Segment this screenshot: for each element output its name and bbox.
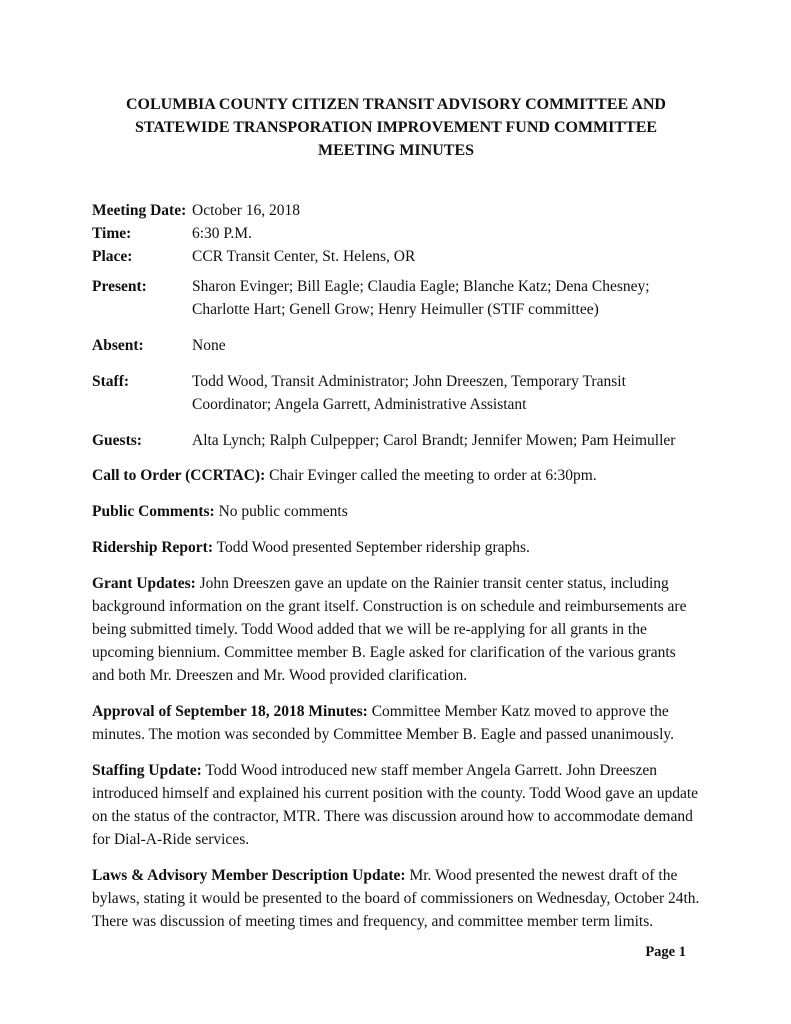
call-to-order-heading: Call to Order (CCRTAC):	[92, 467, 266, 484]
staff-label: Staff:	[92, 373, 130, 390]
place-value: CCR Transit Center, St. Helens, OR	[192, 248, 416, 265]
present-label: Present:	[92, 278, 147, 295]
paragraph-call-to-order	[92, 464, 700, 487]
paragraph-staffing-update	[92, 759, 700, 851]
document-title	[92, 93, 700, 162]
detail-row-present	[92, 275, 700, 321]
staffing-update-heading: Staffing Update:	[92, 762, 202, 779]
minutes-body	[92, 464, 700, 933]
public-comments-heading: Public Comments:	[92, 503, 215, 520]
call-to-order-text: Chair Evinger called the meeting to order at 6:30pm.	[265, 467, 597, 484]
meeting-date-label: Meeting Date:	[92, 202, 187, 219]
meeting-details	[92, 199, 700, 452]
laws-advisory-heading: Laws & Advisory Member Description Update:	[92, 867, 406, 884]
title-line-1: COLUMBIA COUNTY CITIZEN TRANSIT ADVISORY COMMITTEE AND	[126, 96, 666, 113]
laws-advisory-text: Mr. Wood presented the newest draft of the bylaws, stating it would be presented to the board of commissioners on Wednesday, October 24th. There was discussion of meeting times and frequency, and committee member term limits.	[92, 867, 700, 930]
paragraph-public-comments	[92, 500, 700, 523]
staffing-update-text: Todd Wood introduced new staff member Angela Garrett. John Dreeszen introduced himself and explained his current position with the county. Todd Wood gave an update on the status of the contractor, MTR. There was discussion around how to accommodate demand for Dial-A-Ride services.	[92, 762, 699, 848]
paragraph-minutes-approval	[92, 700, 700, 746]
absent-label: Absent:	[92, 337, 144, 354]
grant-updates-heading: Grant Updates:	[92, 575, 196, 592]
minutes-approval-heading: Approval of September 18, 2018 Minutes:	[92, 703, 368, 720]
minutes-approval-text: Committee Member Katz moved to approve the minutes. The motion was seconded by Committee Member B. Eagle and passed unanimously.	[92, 703, 675, 743]
detail-row-absent	[92, 334, 700, 357]
place-label: Place:	[92, 248, 133, 265]
public-comments-text: No public comments	[214, 503, 348, 520]
meeting-date-value: October 16, 2018	[192, 202, 301, 219]
detail-row-guests	[92, 429, 700, 452]
detail-row-meeting-date	[92, 199, 700, 222]
staff-value: Todd Wood, Transit Administrator; John Dreeszen, Temporary Transit Coordinator; Angela Garrett, Administrative Assistant	[192, 373, 626, 413]
grant-updates-text: John Dreeszen gave an update on the Rainier transit center status, including background information on the grant itself. Construction is on schedule and reimbursements are being submitted timely. Todd Wood added that we will be re-applying for all grants in the upcoming biennium. Committee member B. Eagle asked for clarification of the various grants and both Mr. Dreeszen and Mr. Wood provided clarification.	[92, 575, 687, 684]
time-label: Time:	[92, 225, 132, 242]
paragraph-grant-updates	[92, 572, 700, 687]
paragraph-ridership-report	[92, 536, 700, 559]
page-number: Page 1	[645, 944, 686, 960]
ridership-report-heading: Ridership Report:	[92, 539, 213, 556]
guests-label: Guests:	[92, 432, 142, 449]
title-line-2: STATEWIDE TRANSPORATION IMPROVEMENT FUND COMMITTEE	[134, 119, 658, 136]
title-line-3: MEETING MINUTES	[317, 142, 475, 159]
detail-row-staff	[92, 370, 700, 416]
ridership-report-text: Todd Wood presented September ridership graphs.	[212, 539, 530, 556]
detail-row-place	[92, 245, 700, 268]
time-value: 6:30 P.M.	[192, 225, 252, 242]
guests-value: Alta Lynch; Ralph Culpepper; Carol Brandt; Jennifer Mowen; Pam Heimuller	[192, 432, 676, 449]
present-value: Sharon Evinger; Bill Eagle; Claudia Eagle; Blanche Katz; Dena Chesney; Charlotte Hart; Genell Grow; Henry Heimuller (STIF committee)	[192, 278, 650, 318]
detail-row-time	[92, 222, 700, 245]
absent-value: None	[192, 337, 226, 354]
paragraph-laws-advisory-update	[92, 864, 700, 933]
